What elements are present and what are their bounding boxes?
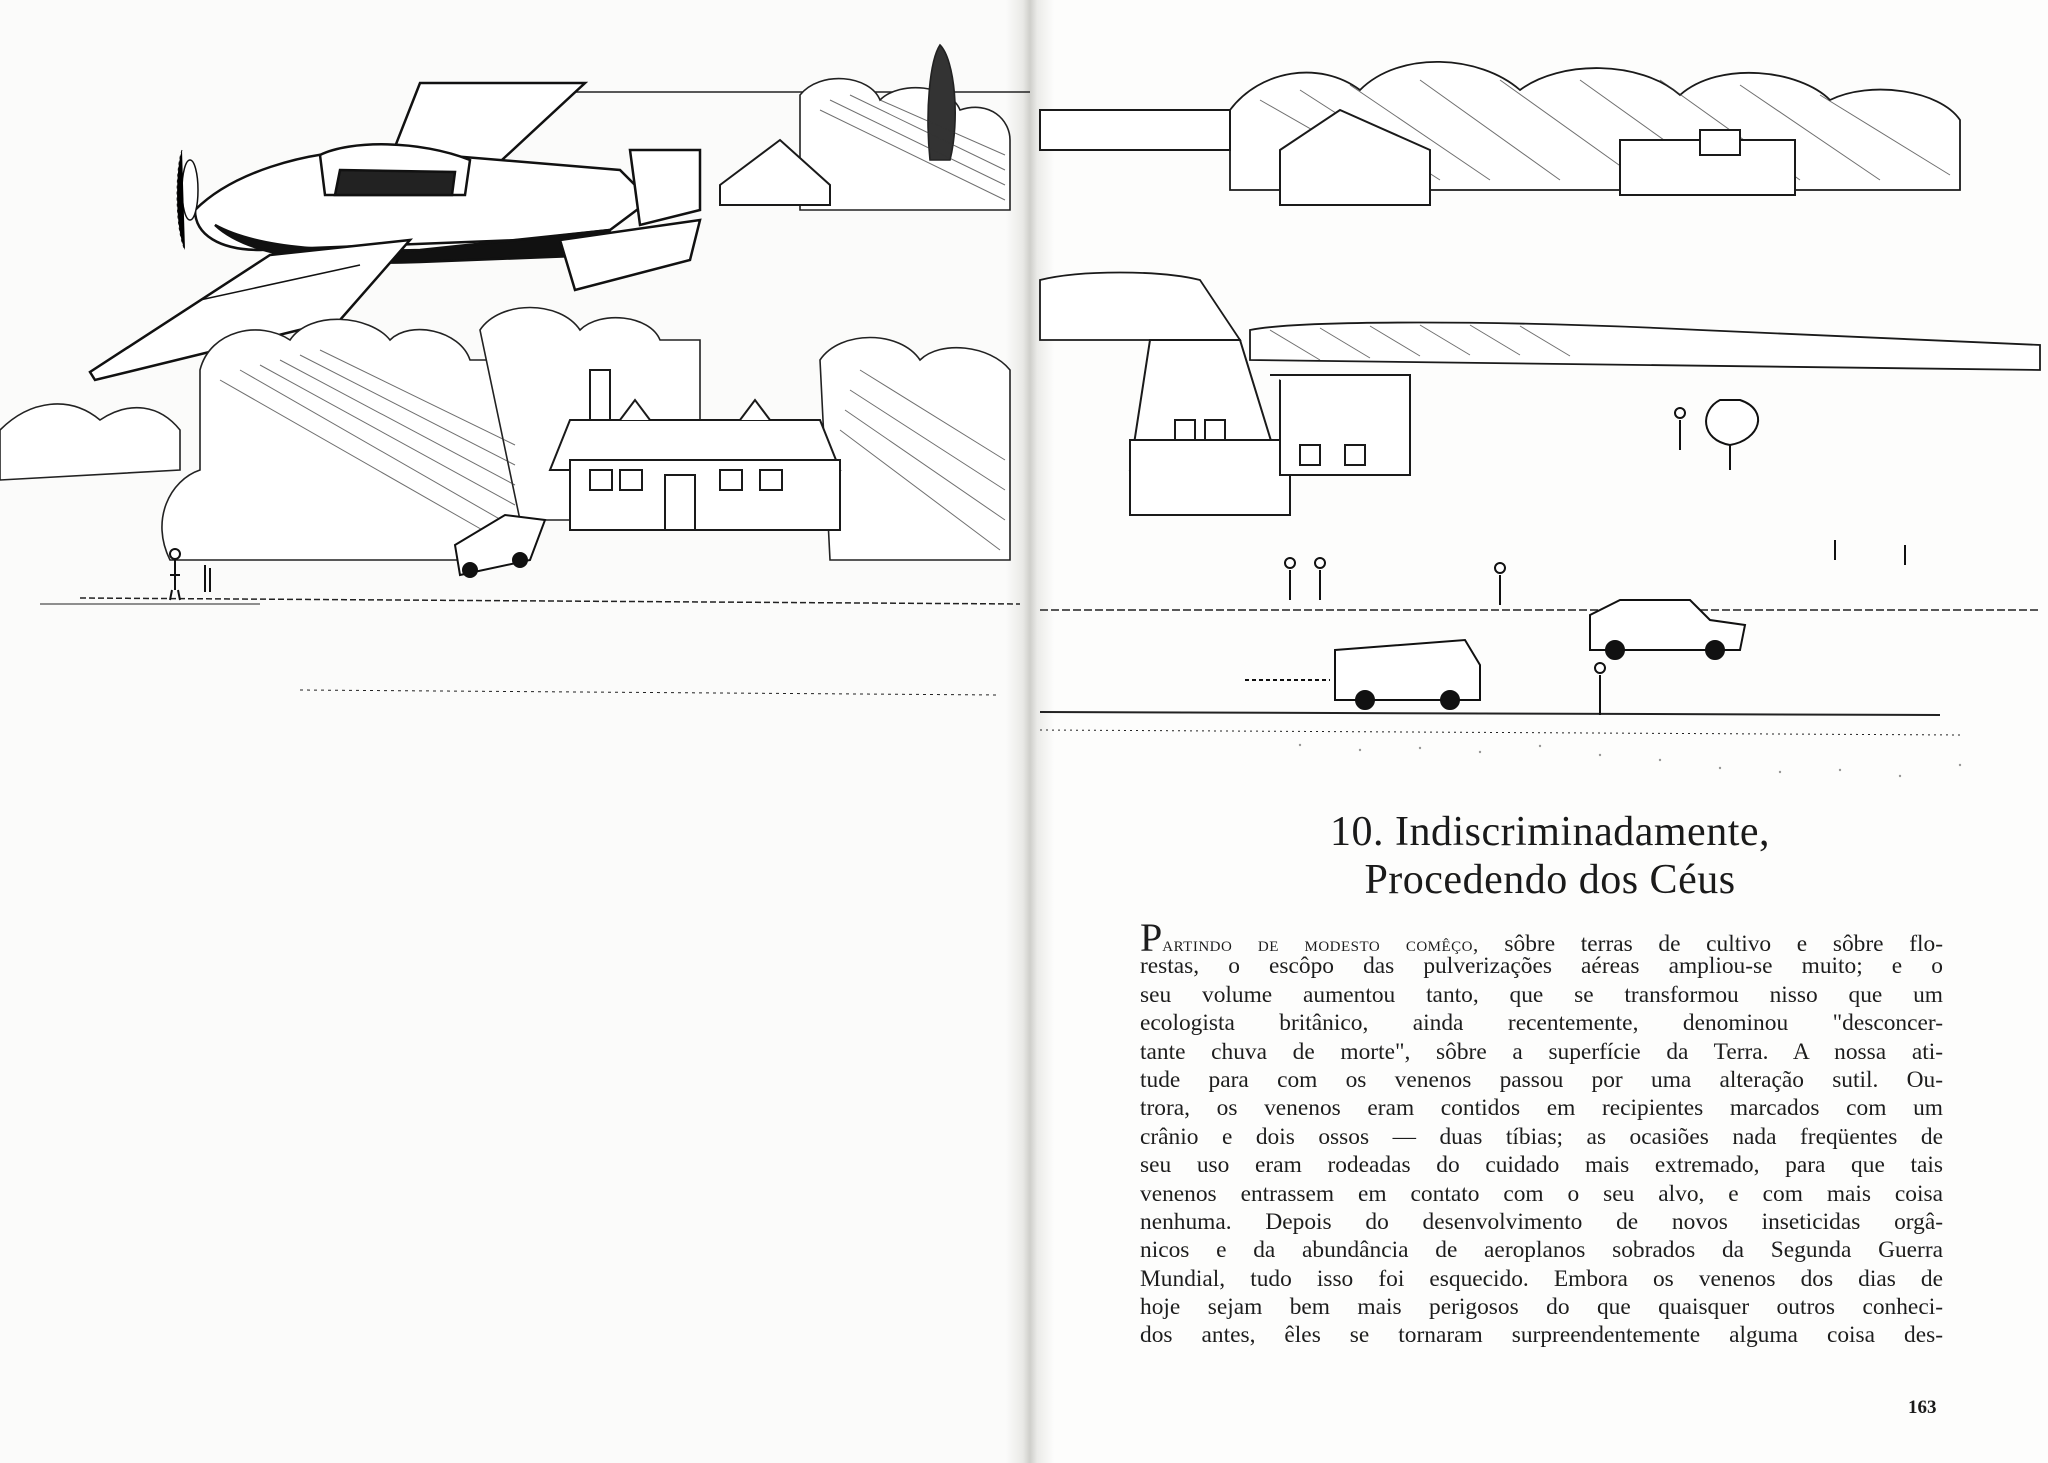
chapter-body-text <box>1140 915 1943 1350</box>
body-line-15: dos antes, êles se tornaram surpreendentemente alguma coisa des- <box>1140 1322 1943 1349</box>
body-line-3: seu volume aumentou tanto, que se transformou nisso que um <box>1140 981 1943 1008</box>
chapter-number: 10. <box>1329 809 1384 855</box>
body-line-text: sôbre terras de cultivo e sôbre flo- <box>1478 931 1943 957</box>
body-line-12: nicos e da abundância de aeroplanos sobrados da Segunda Guerra <box>1140 1237 1943 1264</box>
body-line-4: ecologista britânico, ainda recentemente, denominou "desconcer- <box>1140 1010 1943 1037</box>
page-number: 163 <box>1908 1397 1937 1418</box>
chapter-heading <box>1160 808 1940 904</box>
cars-right <box>1245 600 1745 709</box>
body-line-8: crânio e dois ossos — duas tíbias; as ocasiões nada freqüentes de <box>1140 1123 1943 1150</box>
body-line-11: nenhuma. Depois do desenvolvimento de novos inseticidas orgâ- <box>1140 1208 1943 1235</box>
body-line-2: restas, o escôpo das pulverizações aéreas ampliou-se muito; e o <box>1140 953 1943 980</box>
body-line-5: tante chuva de morte", sôbre a superfície da Terra. A nossa ati- <box>1140 1038 1943 1065</box>
body-line-14: hoje sejam bem mais perigosos do que quaisquer outros conheci- <box>1140 1294 1943 1321</box>
body-line-6: tude para com os venenos passou por uma alteração sutil. Ou- <box>1140 1066 1943 1093</box>
body-line-9: seu uso eram rodeadas do cuidado mais extremado, para que tais <box>1140 1152 1943 1179</box>
body-line-13: Mundial, tudo isso foi esquecido. Embora os venenos dos dias de <box>1140 1265 1943 1292</box>
body-line-10: venenos entrassem em contato com o seu alvo, e com mais coisa <box>1140 1180 1943 1207</box>
chapter-title-line2: Procedendo dos Céus <box>1364 857 1736 903</box>
stipple-ground <box>1299 744 1961 777</box>
body-line-7: trora, os venenos eram contidos em recipientes marcados com um <box>1140 1095 1943 1122</box>
body-line-1 <box>1140 915 1943 960</box>
chapter-title-line1: Indiscriminadamente, <box>1394 809 1771 855</box>
smallcaps-opening: artindo de modesto comêço, <box>1162 932 1479 956</box>
dropcap-letter: P <box>1140 915 1163 960</box>
